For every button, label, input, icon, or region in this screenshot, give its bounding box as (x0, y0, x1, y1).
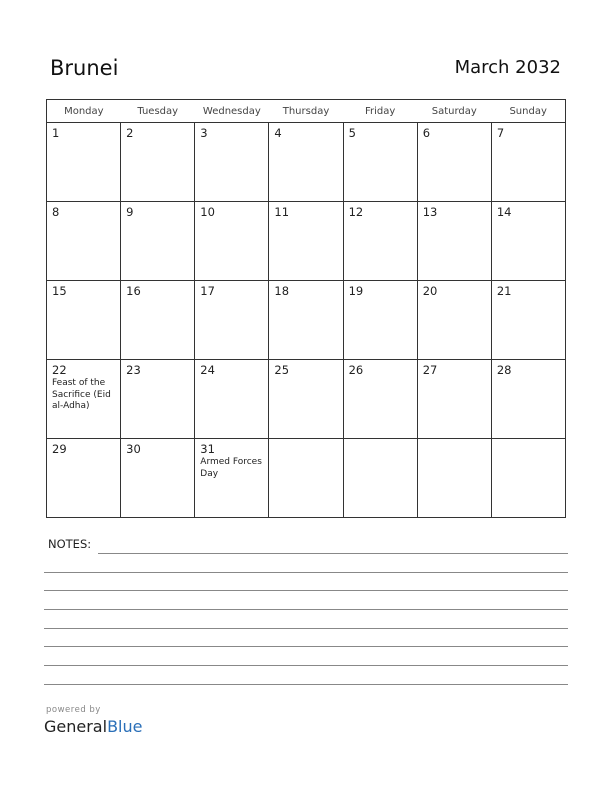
day-cell (121, 281, 195, 360)
day-number: 2 (126, 126, 134, 140)
day-number: 17 (200, 284, 215, 298)
day-number: 26 (348, 363, 364, 377)
day-cell (121, 360, 195, 439)
day-cell (47, 360, 121, 439)
day-number: 22 (52, 363, 67, 377)
day-number: 27 (422, 363, 438, 377)
day-number: 6 (422, 126, 431, 140)
weekday-header: Saturday (417, 100, 491, 123)
day-number: 18 (274, 284, 290, 298)
day-cell (343, 360, 417, 439)
week-row (47, 281, 566, 360)
holiday-label: Feast of the Sacrifice (Eid al-Adha) (52, 378, 111, 411)
day-number: 12 (348, 205, 364, 219)
day-cell (417, 439, 491, 518)
day-number: 3 (200, 126, 208, 140)
day-number: 15 (52, 284, 67, 298)
day-cell (195, 439, 269, 518)
day-number: 30 (126, 442, 141, 456)
day-cell (195, 360, 269, 439)
note-line (44, 609, 568, 610)
day-cell (121, 202, 195, 281)
day-number: 7 (496, 126, 505, 140)
day-cell (343, 202, 417, 281)
week-row (47, 123, 566, 202)
note-line (44, 628, 568, 629)
calendar-grid (46, 99, 566, 518)
day-cell (47, 202, 121, 281)
day-number: 28 (496, 363, 512, 377)
weekday-header: Monday (47, 100, 121, 123)
day-number: 13 (422, 205, 438, 219)
weekday-header: Tuesday (121, 100, 195, 123)
note-line (44, 646, 568, 647)
week-row (47, 202, 566, 281)
day-number: 24 (200, 363, 215, 377)
day-number: 4 (274, 126, 282, 140)
brand-logo (44, 717, 142, 736)
day-cell (47, 281, 121, 360)
day-number: 29 (52, 442, 67, 456)
day-cell (343, 123, 417, 202)
day-cell (491, 202, 565, 281)
note-line (44, 684, 568, 685)
day-number: 8 (52, 205, 60, 219)
holiday-label: Armed Forces Day (200, 457, 262, 479)
weekday-header: Friday (343, 100, 417, 123)
day-cell (269, 360, 343, 439)
day-number: 10 (200, 205, 215, 219)
day-cell (195, 281, 269, 360)
day-cell (417, 360, 491, 439)
notes-label: NOTES: (48, 537, 92, 551)
day-cell (491, 360, 565, 439)
day-number: 19 (348, 284, 364, 298)
country-title: Brunei (50, 56, 119, 80)
day-number: 20 (422, 284, 438, 298)
day-number: 23 (126, 363, 141, 377)
day-cell (343, 281, 417, 360)
day-number: 11 (274, 205, 290, 219)
day-cell (491, 123, 565, 202)
day-number: 9 (126, 205, 134, 219)
day-cell (47, 439, 121, 518)
note-line (44, 590, 568, 591)
day-cell (417, 202, 491, 281)
month-title: March 2032 (454, 57, 561, 78)
day-cell (491, 439, 565, 518)
day-cell (417, 123, 491, 202)
day-number: 14 (496, 205, 512, 219)
weekday-header: Thursday (269, 100, 343, 123)
day-number: 16 (126, 284, 141, 298)
day-cell (269, 202, 343, 281)
day-cell (417, 281, 491, 360)
weekday-header-row (47, 100, 566, 123)
note-line (44, 665, 568, 666)
day-cell (195, 202, 269, 281)
day-cell (269, 281, 343, 360)
day-number: 25 (274, 363, 290, 377)
day-number: 21 (496, 284, 512, 298)
day-cell (269, 123, 343, 202)
day-cell (491, 281, 565, 360)
day-cell (269, 439, 343, 518)
day-cell (47, 123, 121, 202)
day-number: 5 (348, 126, 356, 140)
day-cell (121, 439, 195, 518)
note-line (44, 572, 568, 573)
brand-name-part1: General (44, 717, 108, 736)
weekday-header: Wednesday (195, 100, 269, 123)
powered-by-text: powered by (46, 705, 101, 715)
day-number: 31 (200, 442, 215, 456)
weekday-header: Sunday (491, 100, 565, 123)
brand-name-part2: Blue (107, 717, 143, 736)
note-line (98, 553, 568, 554)
week-row (47, 439, 566, 518)
day-cell (195, 123, 269, 202)
week-row (47, 360, 566, 439)
day-cell (121, 123, 195, 202)
day-number: 1 (52, 126, 60, 140)
day-cell (343, 439, 417, 518)
